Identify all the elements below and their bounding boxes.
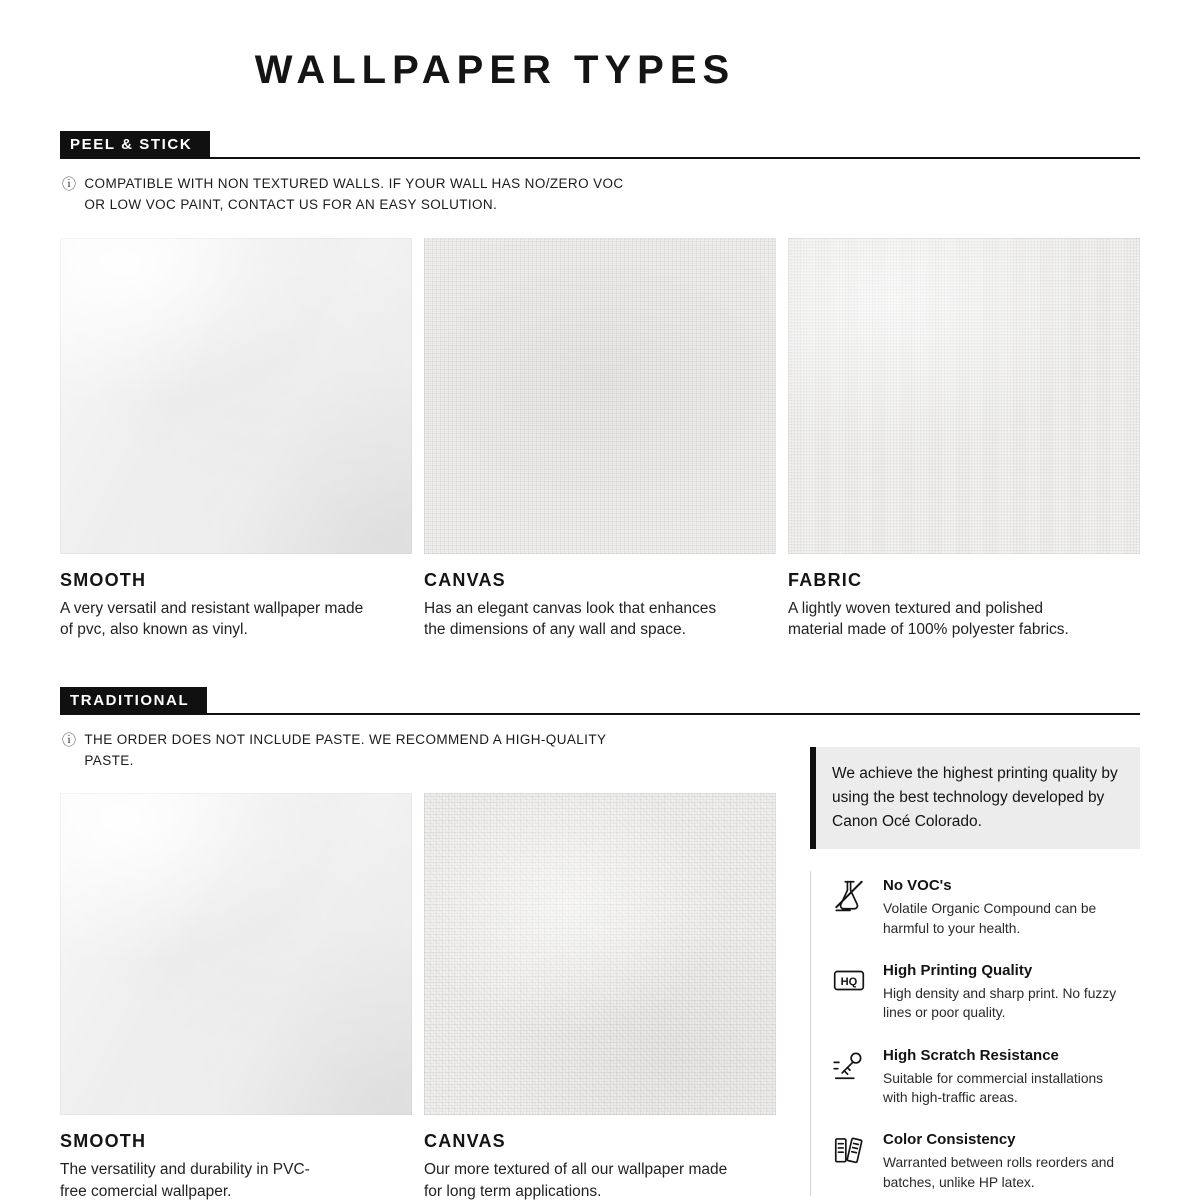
traditional-note-text: THE ORDER DOES NOT INCLUDE PASTE. WE RECOMMEND A HIGH-QUALITY PASTE. (84, 731, 607, 768)
printing-quote-text: We achieve the highest printing quality by using the best technology developed by Canon Océ Colorado. (832, 765, 1118, 831)
feature-color-consistency (831, 1131, 1140, 1192)
peel-stick-swatch-grid (60, 238, 1140, 641)
no-voc-icon (831, 877, 867, 913)
feature-description: Volatile Organic Compound can be harmful to your health. (883, 901, 1097, 936)
feature-description: Suitable for commercial installations with high-traffic areas. (883, 1070, 1104, 1106)
swatch-title-canvas: CANVAS (424, 1131, 506, 1152)
feature-description: Warranted between rolls reorders and batches, unlike HP latex. (883, 1155, 1115, 1190)
svg-text:HQ: HQ (840, 976, 858, 989)
printing-quality-panel (810, 747, 1140, 1200)
feature-description: High density and sharp print. No fuzzy lines or poor quality. (883, 986, 1117, 1021)
peel-stick-note (62, 174, 1140, 216)
feature-text (883, 1047, 1125, 1108)
swatch-description-canvas: Our more textured of all our wallpaper made for long term applications. (424, 1161, 728, 1200)
traditional-swatch-canvas (424, 793, 776, 1200)
fabric-texture-image (788, 238, 1140, 554)
swatch-title-smooth: SMOOTH (60, 569, 147, 590)
traditional-section-label: TRADITIONAL (60, 687, 207, 713)
hq-icon (831, 962, 867, 998)
swatch-description-fabric: A lightly woven textured and polished material made of 100% polyester fabrics. (788, 599, 1069, 639)
canvas-texture-image (424, 238, 776, 554)
swatch-caption (788, 570, 1140, 641)
smooth-texture-image (60, 793, 412, 1115)
swatch-caption (424, 1131, 776, 1200)
smooth-texture-image (60, 238, 412, 554)
peel-stick-section-rule (60, 131, 1140, 159)
feature-no-voc (831, 877, 1140, 938)
swatch-caption (60, 1131, 412, 1200)
printing-quote-box (810, 747, 1140, 849)
features-list (810, 871, 1140, 1196)
page-title: WALLPAPER TYPES (254, 48, 736, 92)
canvas-texture-image (424, 793, 776, 1115)
swatch-description-smooth: The versatility and durability in PVC-free comercial wallpaper. (60, 1161, 310, 1200)
swatch-caption (424, 570, 776, 641)
feature-text (883, 1131, 1125, 1192)
swatch-caption (60, 570, 412, 641)
swatch-title-fabric: FABRIC (788, 569, 863, 590)
traditional-swatch-smooth (60, 793, 412, 1200)
swatch-title-canvas: CANVAS (424, 569, 506, 590)
peel-stick-swatch-fabric (788, 238, 1140, 641)
feature-high-printing-quality (831, 962, 1140, 1023)
feature-title: High Printing Quality (883, 962, 1033, 980)
traditional-section-rule (60, 687, 1140, 715)
info-icon: ⓘ (62, 176, 77, 192)
feature-high-scratch-resistance (831, 1047, 1140, 1108)
peel-stick-swatch-smooth (60, 238, 412, 641)
traditional-swatch-grid (60, 765, 1140, 1200)
swatch-description-smooth: A very versatil and resistant wallpaper made of pvc, also known as vinyl. (60, 599, 364, 639)
scratch-resistance-key-icon (831, 1047, 867, 1083)
peel-stick-note-text: COMPATIBLE WITH NON TEXTURED WALLS. IF YOUR WALL HAS NO/ZERO VOC OR LOW VOC PAINT, CONTACT US FOR AN EASY SOLUTION. (84, 176, 624, 212)
feature-title: High Scratch Resistance (883, 1046, 1059, 1064)
feature-text (883, 962, 1125, 1023)
feature-text (883, 877, 1125, 938)
swatch-description-canvas: Has an elegant canvas look that enhances the dimensions of any wall and space. (424, 599, 717, 639)
feature-title: No VOC's (883, 877, 952, 895)
peel-stick-section-label: PEEL & STICK (60, 131, 210, 157)
swatch-title-smooth: SMOOTH (60, 1131, 147, 1152)
color-swatchbook-icon (831, 1131, 867, 1167)
peel-stick-swatch-canvas (424, 238, 776, 641)
info-icon: ⓘ (62, 731, 77, 748)
feature-title: Color Consistency (883, 1131, 1016, 1149)
